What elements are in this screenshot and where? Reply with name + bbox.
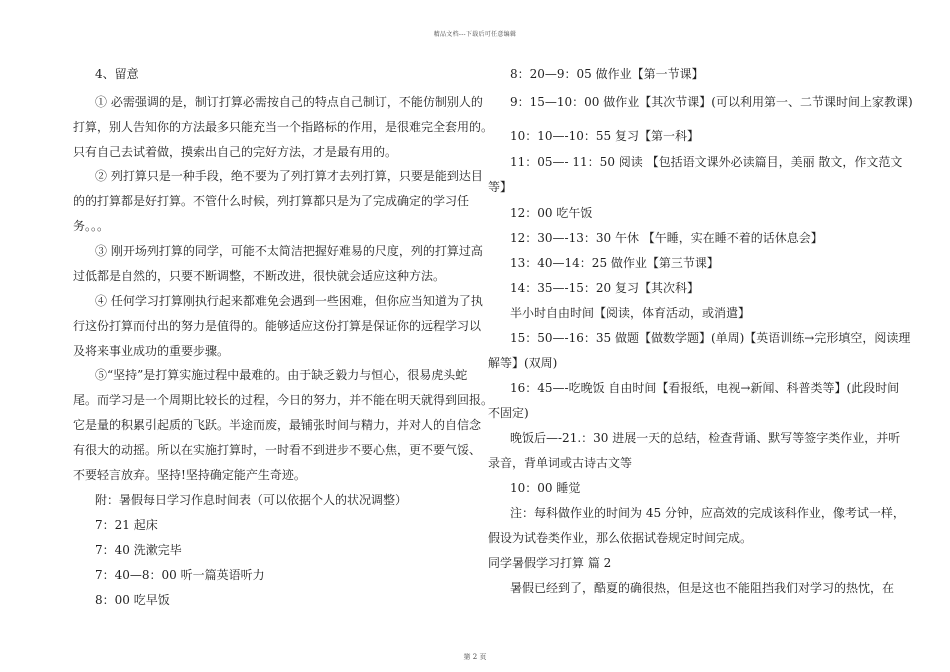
schedule-title: 附：暑假每日学习作息时间表（可以依据个人的状况调整） <box>95 493 408 507</box>
schedule-entry-cont: 不固定) <box>488 406 529 420</box>
paragraph-line: 及将来事业成功的重要步骤。 <box>73 344 230 358</box>
schedule-entry: 9：15—10：00 做作业【其次节课】(可以利用第一、二节课时间上家教课) <box>510 95 913 109</box>
paragraph-line: 有很大的动摇。所以在实施打算时，一时看不到进步不要心焦，更不要气馁、 <box>73 443 482 457</box>
page-header: 精品文档---下载后可任意编辑 <box>433 31 517 38</box>
paragraph-line: 暑假已经到了，酷夏的确很热，但是这也不能阻挡我们对学习的热忱，在 <box>510 581 895 595</box>
paragraph-line: ⑤“坚持”是打算实施过程中最难的。由于缺乏毅力与恒心，很易虎头蛇 <box>95 368 468 382</box>
schedule-entry: 10：10—-10：55 复习【第一科】 <box>510 129 699 143</box>
schedule-entry-cont: 解等】(双周) <box>488 356 558 370</box>
section-heading: 4、留意 <box>95 67 139 81</box>
schedule-entry: 10：00 睡觉 <box>510 481 581 495</box>
note-line: 假设为试卷类作业，那么依据试卷规定时间完成。 <box>488 531 753 545</box>
paragraph-line: 不要轻言放弃。坚持!坚持确定能产生奇迹。 <box>73 468 306 482</box>
paragraph-line: ③ 刚开场列打算的同学，可能不太简洁把握好难易的尺度，列的打算过高 <box>95 244 483 258</box>
schedule-entry: 晚饭后—-21.：30 进展一天的总结，检查背诵、默写等签字类作业，并听 <box>510 431 901 445</box>
schedule-entry: 8：20—9：05 做作业【第一节课】 <box>510 67 704 81</box>
paragraph-line: 它是量的积累引起质的飞跃。半途而废，最铺张时间与精力，并对人的自信念 <box>73 418 482 432</box>
schedule-entry: 7：40—8：00 听一篇英语听力 <box>95 568 265 582</box>
schedule-entry: 12：00 吃午饭 <box>510 206 593 220</box>
schedule-entry: 半小时自由时间【阅读，体育活动，或消遣】 <box>510 306 751 320</box>
note-line: 注：每科做作业的时间为 45 分钟，应高效的完成该科作业，像考试一样， <box>510 506 905 520</box>
section-title: 同学暑假学习打算 篇 2 <box>488 556 612 570</box>
paragraph-line: 行这份打算而付出的努力是值得的。能够适应这份打算是保证你的远程学习以 <box>73 319 482 333</box>
paragraph-line: 的的打算都是好打算。不管什么时候，列打算都只是为了完成确定的学习任 <box>73 194 470 208</box>
paragraph-line: 只有自己去试着做，摸索出自己的完好方法，才是最有用的。 <box>73 145 398 159</box>
schedule-entry: 12：30—-13：30 午休 【午睡，实在睡不着的话休息会】 <box>510 231 823 245</box>
paragraph-line: 务。。。 <box>73 219 110 233</box>
schedule-entry: 14：35—-15：20 复习【其次科】 <box>510 281 699 295</box>
paragraph-line: 过低都是自然的，只要不断调整，不断改进，很快就会适应这种方法。 <box>73 269 446 283</box>
paragraph-line: ④ 任何学习打算刚执行起来都难免会遇到一些困难，但你应当知道为了执 <box>95 294 483 308</box>
schedule-entry: 11：05—- 11：50 阅读 【包括语文课外必读篇目，美丽 散文，作文范文 <box>510 155 903 169</box>
schedule-entry: 7：40 洗漱完毕 <box>95 543 182 557</box>
paragraph-line: ② 列打算只是一种手段，绝不要为了列打算才去列打算，只要是能到达目 <box>95 169 483 183</box>
paragraph-line: 打算，别人告知你的方法最多只能充当一个指路标的作用，是很难完全套用的。 <box>73 120 494 134</box>
schedule-entry: 16：45—-吃晚饭 自由时间【看报纸，电视→新闻、科普类等】(此段时间 <box>510 381 900 395</box>
schedule-entry-cont: 等】 <box>488 180 513 194</box>
page-number: 第 2 页 <box>463 653 487 661</box>
schedule-entry: 8：00 吃早饭 <box>95 593 170 607</box>
schedule-entry: 15：50—-16：35 做题【做数学题】(单周)【英语训练→完形填空，阅读理 <box>510 331 911 345</box>
paragraph-line: 尾。而学习是一个周期比较长的过程，今日的努力，并不能在明天就得到回报。 <box>73 393 494 407</box>
paragraph-line: ① 必需强调的是，制订打算必需按自己的特点自己制订，不能仿制别人的 <box>95 95 483 109</box>
schedule-entry-cont: 录音，背单词或古诗古文等 <box>488 456 633 470</box>
schedule-entry: 13：40—14：25 做作业【第三节课】 <box>510 256 719 270</box>
schedule-entry: 7：21 起床 <box>95 518 158 532</box>
